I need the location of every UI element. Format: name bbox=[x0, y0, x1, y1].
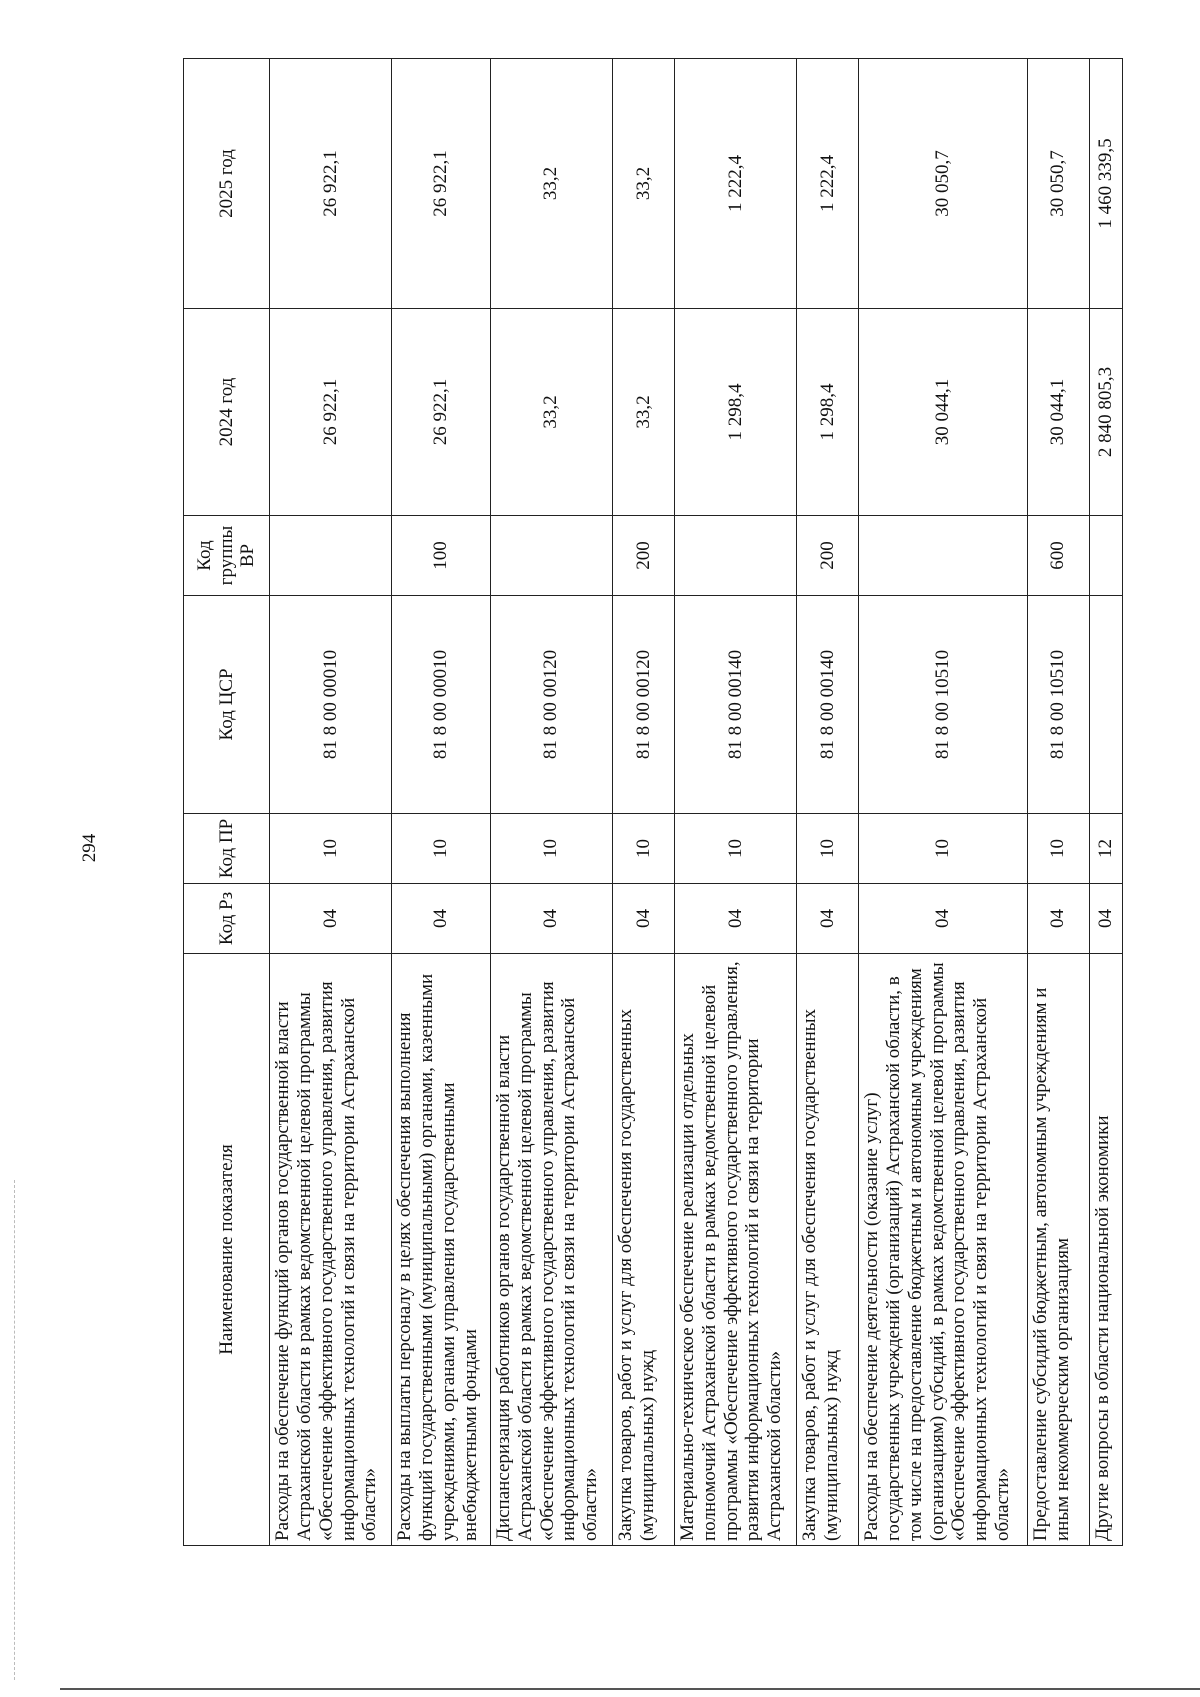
table-row bbox=[612, 59, 674, 1546]
row-csr: 81 8 00 00010 bbox=[392, 596, 491, 814]
row-vr bbox=[490, 516, 612, 596]
table-row bbox=[392, 59, 491, 1546]
row-rz: 04 bbox=[674, 884, 796, 954]
header-pr: Код ПР bbox=[184, 814, 270, 884]
row-vr bbox=[270, 516, 392, 596]
row-name: Другие вопросы в области национальной экономики bbox=[1089, 954, 1122, 1546]
row-2025: 33,2 bbox=[612, 59, 674, 309]
row-2025: 33,2 bbox=[490, 59, 612, 309]
row-name: Материально-техническое обеспечение реализации отдельных полномочий Астраханской области в рамках ведомственной целевой программы «Обеспечение эффективного государственного управления, развития информационных технологий и связи на территории Астраханской области» bbox=[674, 954, 796, 1546]
row-pr: 10 bbox=[270, 814, 392, 884]
row-pr: 10 bbox=[674, 814, 796, 884]
row-2024: 2 840 805,3 bbox=[1089, 309, 1122, 516]
header-2025: 2025 год bbox=[184, 59, 270, 309]
row-name: Предоставление субсидий бюджетным, автономным учреждениям и иным некоммерческим организациям bbox=[1027, 954, 1089, 1546]
row-2025: 26 922,1 bbox=[270, 59, 392, 309]
row-2024: 30 044,1 bbox=[859, 309, 1028, 516]
row-name: Расходы на обеспечение функций органов государственной власти Астраханской области в рамках ведомственной целевой программы «Обеспечение эффективного государственного управления, развития информационных технологий и связи на территории Астраханской области» bbox=[270, 954, 392, 1546]
page-number: 294 bbox=[79, 833, 100, 863]
row-csr: 81 8 00 10510 bbox=[859, 596, 1028, 814]
table-row bbox=[797, 59, 859, 1546]
row-vr: 600 bbox=[1027, 516, 1089, 596]
row-rz: 04 bbox=[797, 884, 859, 954]
row-csr bbox=[1089, 596, 1122, 814]
row-rz: 04 bbox=[490, 884, 612, 954]
row-2024: 33,2 bbox=[490, 309, 612, 516]
table-row bbox=[674, 59, 796, 1546]
row-csr: 81 8 00 00120 bbox=[612, 596, 674, 814]
budget-table bbox=[183, 58, 1123, 1546]
row-pr: 10 bbox=[1027, 814, 1089, 884]
table-row bbox=[490, 59, 612, 1546]
row-pr: 10 bbox=[797, 814, 859, 884]
header-csr: Код ЦСР bbox=[184, 596, 270, 814]
table-row bbox=[270, 59, 392, 1546]
row-pr: 10 bbox=[392, 814, 491, 884]
budget-table-wrapper bbox=[183, 59, 1123, 1546]
row-2025: 30 050,7 bbox=[859, 59, 1028, 309]
row-pr: 12 bbox=[1089, 814, 1122, 884]
row-2024: 26 922,1 bbox=[392, 309, 491, 516]
row-name: Закупка товаров, работ и услуг для обеспечения государственных (муниципальных) нужд bbox=[797, 954, 859, 1546]
row-csr: 81 8 00 00140 bbox=[797, 596, 859, 814]
row-rz: 04 bbox=[1027, 884, 1089, 954]
row-2025: 1 222,4 bbox=[797, 59, 859, 309]
row-vr bbox=[1089, 516, 1122, 596]
header-2024: 2024 год bbox=[184, 309, 270, 516]
row-name: Расходы на выплаты персоналу в целях обеспечения выполнения функций государственными (муниципальными) органами, казенными учреждениями, органами управления государственными внебюджетными фондами bbox=[392, 954, 491, 1546]
row-pr: 10 bbox=[859, 814, 1028, 884]
row-rz: 04 bbox=[270, 884, 392, 954]
row-name: Диспансеризация работников органов государственной власти Астраханской области в рамках ведомственной целевой программы «Обеспечение эффективного государственного управления, развития информационных технологий и связи на территории Астраханской области» bbox=[490, 954, 612, 1546]
row-rz: 04 bbox=[612, 884, 674, 954]
table-row bbox=[1089, 59, 1122, 1546]
row-2024: 26 922,1 bbox=[270, 309, 392, 516]
scan-edge-mark bbox=[14, 1180, 16, 1680]
row-rz: 04 bbox=[392, 884, 491, 954]
header-rz: Код Рз bbox=[184, 884, 270, 954]
row-vr: 200 bbox=[612, 516, 674, 596]
table-header-row bbox=[184, 59, 270, 1546]
row-vr bbox=[859, 516, 1028, 596]
row-name: Расходы на обеспечение деятельности (оказание услуг) государственных учреждений (организаций) Астраханской области, в том числе на предоставление бюджетным и автономным учреждениям (организациям) субсидий, в рамках ведомственной целевой программы «Обеспечение эффективного государственного управления, развития информационных технологий и связи на территории Астраханской области» bbox=[859, 954, 1028, 1546]
table-row bbox=[859, 59, 1028, 1546]
row-2024: 33,2 bbox=[612, 309, 674, 516]
row-csr: 81 8 00 00120 bbox=[490, 596, 612, 814]
row-rz: 04 bbox=[859, 884, 1028, 954]
header-vr: Код группы ВР bbox=[184, 516, 270, 596]
row-2024: 1 298,4 bbox=[674, 309, 796, 516]
table-row bbox=[1027, 59, 1089, 1546]
row-vr: 100 bbox=[392, 516, 491, 596]
row-name: Закупка товаров, работ и услуг для обеспечения государственных (муниципальных) нужд bbox=[612, 954, 674, 1546]
row-csr: 81 8 00 00140 bbox=[674, 596, 796, 814]
header-name: Наименование показателя bbox=[184, 954, 270, 1546]
row-2024: 30 044,1 bbox=[1027, 309, 1089, 516]
scan-bottom-line bbox=[60, 1688, 1200, 1690]
row-pr: 10 bbox=[490, 814, 612, 884]
row-vr: 200 bbox=[797, 516, 859, 596]
row-rz: 04 bbox=[1089, 884, 1122, 954]
row-2024: 1 298,4 bbox=[797, 309, 859, 516]
row-pr: 10 bbox=[612, 814, 674, 884]
row-2025: 1 460 339,5 bbox=[1089, 59, 1122, 309]
row-csr: 81 8 00 10510 bbox=[1027, 596, 1089, 814]
row-2025: 1 222,4 bbox=[674, 59, 796, 309]
row-2025: 30 050,7 bbox=[1027, 59, 1089, 309]
row-2025: 26 922,1 bbox=[392, 59, 491, 309]
row-csr: 81 8 00 00010 bbox=[270, 596, 392, 814]
row-vr bbox=[674, 516, 796, 596]
